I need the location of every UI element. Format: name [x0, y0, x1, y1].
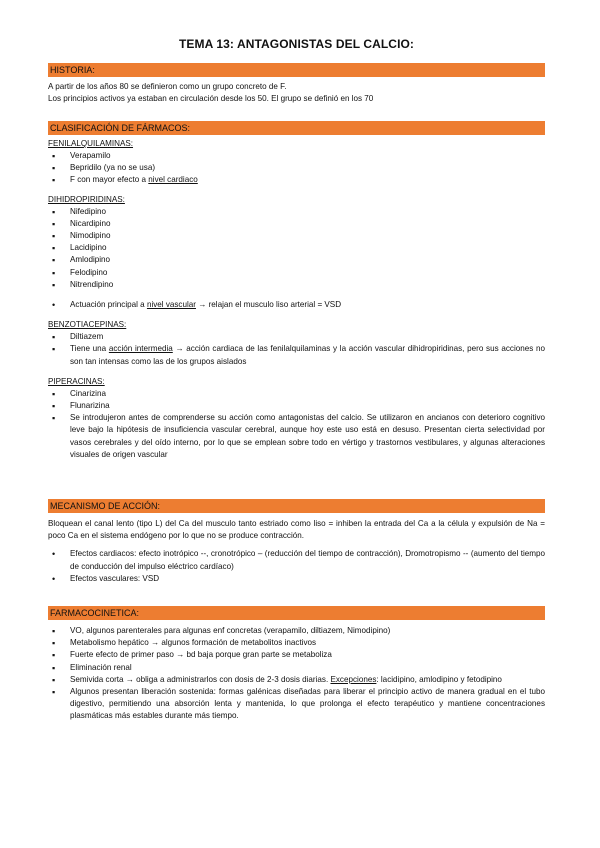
list-item	[48, 162, 545, 174]
list-dihidropiridinas-note	[48, 299, 545, 311]
item-text: Felodipino	[70, 267, 108, 277]
list-item	[48, 548, 545, 572]
list-item	[48, 230, 545, 242]
list-item	[48, 412, 545, 461]
list-item	[48, 343, 545, 367]
list-item	[48, 625, 545, 637]
list-farmacocinetica	[48, 625, 545, 723]
historia-line-1: A partir de los años 80 se definieron como un grupo concreto de F.	[48, 82, 287, 91]
section-header-mecanismo: MECANISMO DE ACCIÓN:	[48, 499, 545, 513]
bullet-icon	[52, 548, 62, 562]
item-text: Verapamilo	[70, 151, 111, 160]
bullet-icon	[52, 279, 62, 293]
item-text: Algunos presentan liberación sostenida: formas galénicas diseñadas para liberar el principio activo de manera gradual en el tubo digestivo, permitiendo una absorción lenta y mantenida, lo que prolonga el efecto terapéutico y mantiene concentraciones plasmáticas más estables durante más tiempo.	[70, 687, 545, 721]
item-underlined-text: nivel vascular	[146, 300, 196, 310]
list-item	[48, 279, 545, 291]
item-text: Fuerte efecto de primer paso → bd baja porque gran parte se metaboliza	[70, 650, 332, 660]
item-text: Bepridilo (ya no se usa)	[70, 163, 156, 173]
bullet-icon	[52, 686, 62, 700]
list-item	[48, 649, 545, 661]
item-text: Efectos vasculares: VSD	[70, 573, 160, 583]
list-benzotiacepinas	[48, 331, 545, 368]
list-item	[48, 331, 545, 343]
section-farmacocinetica	[48, 606, 545, 723]
item-text: Eliminación renal	[70, 662, 132, 672]
list-item	[48, 637, 545, 649]
item-text: Nicardipino	[70, 218, 111, 228]
item-text: Nitrendipino	[70, 279, 114, 289]
list-item	[48, 388, 545, 400]
section-header-historia: HISTORIA:	[48, 63, 545, 77]
item-text: Metabolismo hepático → algunos formación de metabolitos inactivos	[70, 638, 317, 648]
list-mecanismo	[48, 548, 545, 585]
bullet-icon	[52, 299, 62, 313]
list-item	[48, 150, 545, 162]
list-item	[48, 254, 545, 266]
item-underlined-text: acción intermedia	[108, 344, 173, 354]
section-header-farmacocinetica: FARMACOCINETICA:	[48, 606, 545, 620]
list-item	[48, 218, 545, 230]
item-underlined-text: nivel cardiaco	[148, 175, 198, 185]
bullet-icon	[52, 174, 62, 188]
section-clasificacion	[48, 121, 545, 461]
subheading-dihidropiridinas: DIHIDROPIRIDINAS:	[48, 194, 125, 204]
item-text: Actuación principal a	[70, 300, 147, 310]
list-item	[48, 174, 545, 186]
item-text: Flunarizina	[70, 401, 110, 411]
bullet-icon	[52, 573, 62, 587]
mecanismo-paragraph: Bloquean el canal lento (tipo L) del Ca del musculo tanto estriado como liso = inhiben la entrada del Ca a la célula y expulsión de Na = poco Ca en el sistema endógeno por lo que no se produce contracción.	[48, 519, 545, 541]
item-text: Se introdujeron antes de comprenderse su acción como antagonistas del calcio. Se utilizaron en ancianos con deterioro cognitivo leve bajo la hipótesis de insuficiencia vascular cerebral, aunque hoy este uso está en desuso. Presentan cierta selectividad por vasos cerebrales y del oído interno, por lo que se emplean sobre todo en vértigo y trastornos vestibulares, y algunas alteraciones visuales de origen vascular	[70, 413, 545, 459]
item-text: → relajan el musculo liso arterial = VSD	[195, 300, 342, 310]
item-underlined-text: Excepciones	[330, 674, 377, 684]
item-text: Diltiazem	[70, 332, 104, 342]
list-item	[48, 686, 545, 723]
page-title: TEMA 13: ANTAGONISTAS DEL CALCIO:	[178, 37, 415, 51]
list-item	[48, 206, 545, 218]
section-mecanismo	[48, 499, 545, 585]
item-text: Amlodipino	[70, 255, 111, 265]
item-text: Semivida corta → obliga a administrarlos con dosis de 2-3 dosis diarias.	[70, 674, 331, 684]
bullet-icon	[52, 343, 62, 357]
list-dihidropiridinas	[48, 206, 545, 291]
item-text: Nifedipino	[70, 206, 106, 216]
list-fenilalquilaminas	[48, 150, 545, 187]
section-historia	[48, 63, 545, 105]
list-item	[48, 242, 545, 254]
item-text: Tiene una	[70, 344, 109, 354]
list-item	[48, 267, 545, 279]
item-text: → acción cardiaca de las fenilalquilaminas y la acción vascular dihidropiridinas, pero sus acciones no son tan intensas como las de los grupos aislados	[70, 344, 546, 366]
section-header-clasificacion: CLASIFICACIÓN DE FÁRMACOS:	[48, 121, 545, 135]
historia-line-2: Los principios activos ya estaban en circulación desde los 50. El grupo se definió en los 70	[48, 94, 374, 104]
item-text: Lacidipino	[70, 243, 107, 253]
subheading-piperacinas: PIPERACINAS:	[48, 376, 105, 386]
item-text: Nimodipino	[70, 231, 111, 241]
bullet-icon	[52, 412, 62, 426]
subheading-fenilalquilaminas: FENILALQUILAMINAS:	[48, 139, 134, 148]
list-item	[48, 674, 545, 686]
list-item	[48, 662, 545, 674]
item-text: : lacidipino, amlodipino y fetodipino	[376, 674, 502, 684]
item-text: VO, algunos parenterales para algunas enf concretas (verapamilo, diltiazem, Nimodipino)	[70, 626, 391, 635]
list-item	[48, 573, 545, 585]
list-item	[48, 299, 545, 311]
subheading-benzotiacepinas: BENZOTIACEPINAS:	[48, 320, 127, 330]
item-text: F con mayor efecto a	[70, 175, 149, 185]
list-piperacinas	[48, 388, 545, 461]
item-text: Cinarizina	[70, 388, 106, 398]
item-text: Efectos cardiacos: efecto inotrópico --, cronotrópico – (reducción del tiempo de contracción), Dromotropismo -- (aumento del tiempo de conducción del impulso eléctrico cardíaco)	[70, 549, 545, 571]
list-item	[48, 400, 545, 412]
